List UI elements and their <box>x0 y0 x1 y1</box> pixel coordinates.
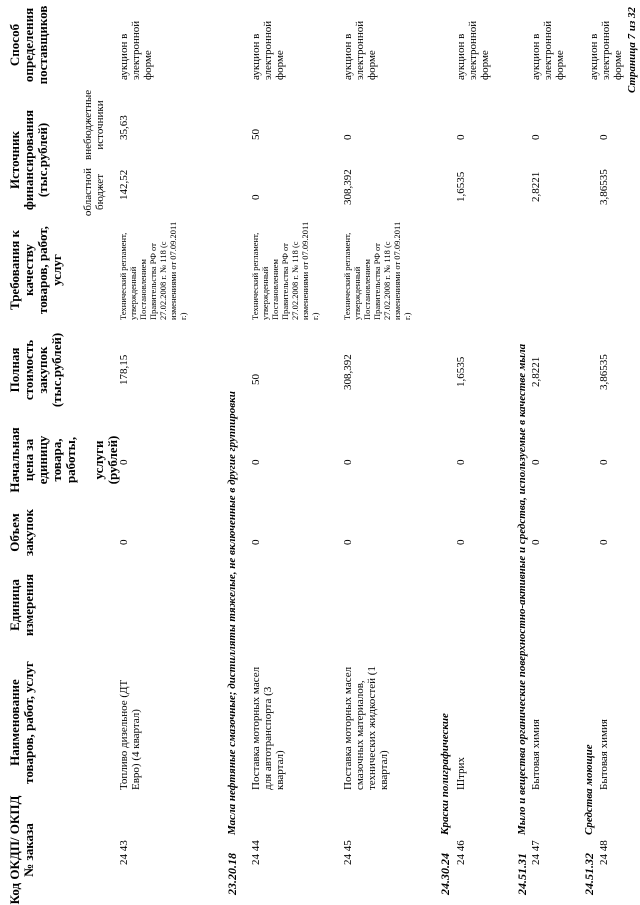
row-method: аукцион в электронной форме <box>588 20 624 80</box>
header-unit: Единица измерения <box>7 573 36 637</box>
row-name: Бытовая химия <box>530 719 542 790</box>
row-requirements: Технический регламент, утвержденный Постановлением Правительства РФ от 27.02.2008 г. № 118 (с изменениями от 07.09.2011 г.) <box>342 221 412 320</box>
row-price: 0 <box>455 459 467 465</box>
row-price: 0 <box>118 459 130 465</box>
row-code: 24 46 <box>455 840 467 865</box>
row-regional: 0 <box>250 194 262 200</box>
row-extra: 0 <box>455 134 467 140</box>
row-extra: 0 <box>530 134 542 140</box>
row-price: 0 <box>598 459 610 465</box>
row-method: аукцион в электронной форме <box>530 20 566 80</box>
row-method: аукцион в электронной форме <box>118 20 154 80</box>
row-regional: 3,86535 <box>598 169 610 205</box>
section-code: 24.30.24 <box>438 853 452 895</box>
row-volume: 0 <box>598 539 610 545</box>
header-funding: Источник финансирования (тыс.рублей) <box>7 109 50 211</box>
row-extra: 0 <box>342 134 354 140</box>
row-regional: 2,8221 <box>530 171 542 202</box>
row-volume: 0 <box>118 539 130 545</box>
row-price: 0 <box>342 459 354 465</box>
row-price: 0 <box>250 459 262 465</box>
row-regional: 308,392 <box>342 169 354 205</box>
header-code: Код ОКДП/ ОКПД № заказа <box>7 795 36 905</box>
header-funding-regional: областной бюджет <box>82 167 106 217</box>
page-number: Страница 7 из 32 <box>626 6 638 93</box>
header-price <box>8 420 120 500</box>
row-method: аукцион в электронной форме <box>342 20 378 80</box>
row-price: 0 <box>530 459 542 465</box>
section-code: 24.51.32 <box>582 853 596 895</box>
header-requirements: Требования к качеству товаров, работ, услуг <box>7 226 64 314</box>
row-name: Поставка моторных масел для автотранспорта (3 квартал) <box>250 666 286 790</box>
header-volume: Объем закупок <box>7 509 36 557</box>
row-regional: 142,52 <box>118 169 130 200</box>
section-code: 24.51.31 <box>515 853 529 895</box>
row-volume: 0 <box>455 539 467 545</box>
row-method: аукцион в электронной форме <box>455 20 491 80</box>
row-name: Бытовая химия <box>598 719 610 790</box>
row-extra: 0 <box>598 134 610 140</box>
row-extra: 50 <box>250 129 262 140</box>
row-code: 24 48 <box>598 840 610 865</box>
row-total: 3,86535 <box>598 354 610 390</box>
row-total: 1,6535 <box>455 356 467 387</box>
row-code: 24 43 <box>118 840 130 865</box>
header-price-top: Начальная цена за единицу товара, работы, <box>7 427 78 493</box>
row-code: 24 45 <box>342 840 354 865</box>
row-volume: 0 <box>250 539 262 545</box>
header-total: Полная стоимость закупок (тыс.рублей) <box>7 332 64 408</box>
row-code: 24 47 <box>530 840 542 865</box>
row-name: Топливо дизельное (ДТ Евро) (4 квартал) <box>118 679 142 790</box>
row-total: 2,8221 <box>530 356 542 387</box>
row-name: Штрих <box>455 757 467 790</box>
row-total: 50 <box>250 374 262 385</box>
row-code: 24 44 <box>250 840 262 865</box>
section-title: Краски полиграфические <box>439 713 451 835</box>
row-method: аукцион в электронной форме <box>250 20 286 80</box>
header-funding-extra: внебюджетные источники <box>82 89 106 160</box>
row-volume: 0 <box>342 539 354 545</box>
row-requirements: Технический регламент, утвержденный Постановлением Правительства РФ от 27.02.2008 г. № 118 (с изменениями от 07.09.2011 г.) <box>118 221 188 320</box>
row-extra: 35,63 <box>118 115 130 140</box>
row-total: 178,15 <box>118 354 130 385</box>
row-requirements: Технический регламент, утвержденный Постановлением Правительства РФ от 27.02.2008 г. № 118 (с изменениями от 07.09.2011 г.) <box>250 221 320 320</box>
row-name: Поставка моторных масел смазочных материалов, технических жидкостей (1 квартал) <box>342 666 390 790</box>
header-price-bottom: услуги (рублей) <box>91 435 120 485</box>
header-method: Способ определения поставщиков <box>7 5 50 85</box>
header-name: Наименование товаров, работ, услуг <box>7 661 36 784</box>
row-total: 308,392 <box>342 354 354 390</box>
row-regional: 1,6535 <box>455 171 467 202</box>
row-volume: 0 <box>530 539 542 545</box>
section-title: Масла нефтяные смазочные; дистилляты тяжелые, не включенные в другие группировки <box>226 391 238 835</box>
section-code: 23.20.18 <box>225 853 239 895</box>
section-title: Мыло и вещества органические поверхностно-активные и средства, используемые в качестве мыла <box>516 343 528 835</box>
section-title: Средства моющие <box>583 744 595 835</box>
